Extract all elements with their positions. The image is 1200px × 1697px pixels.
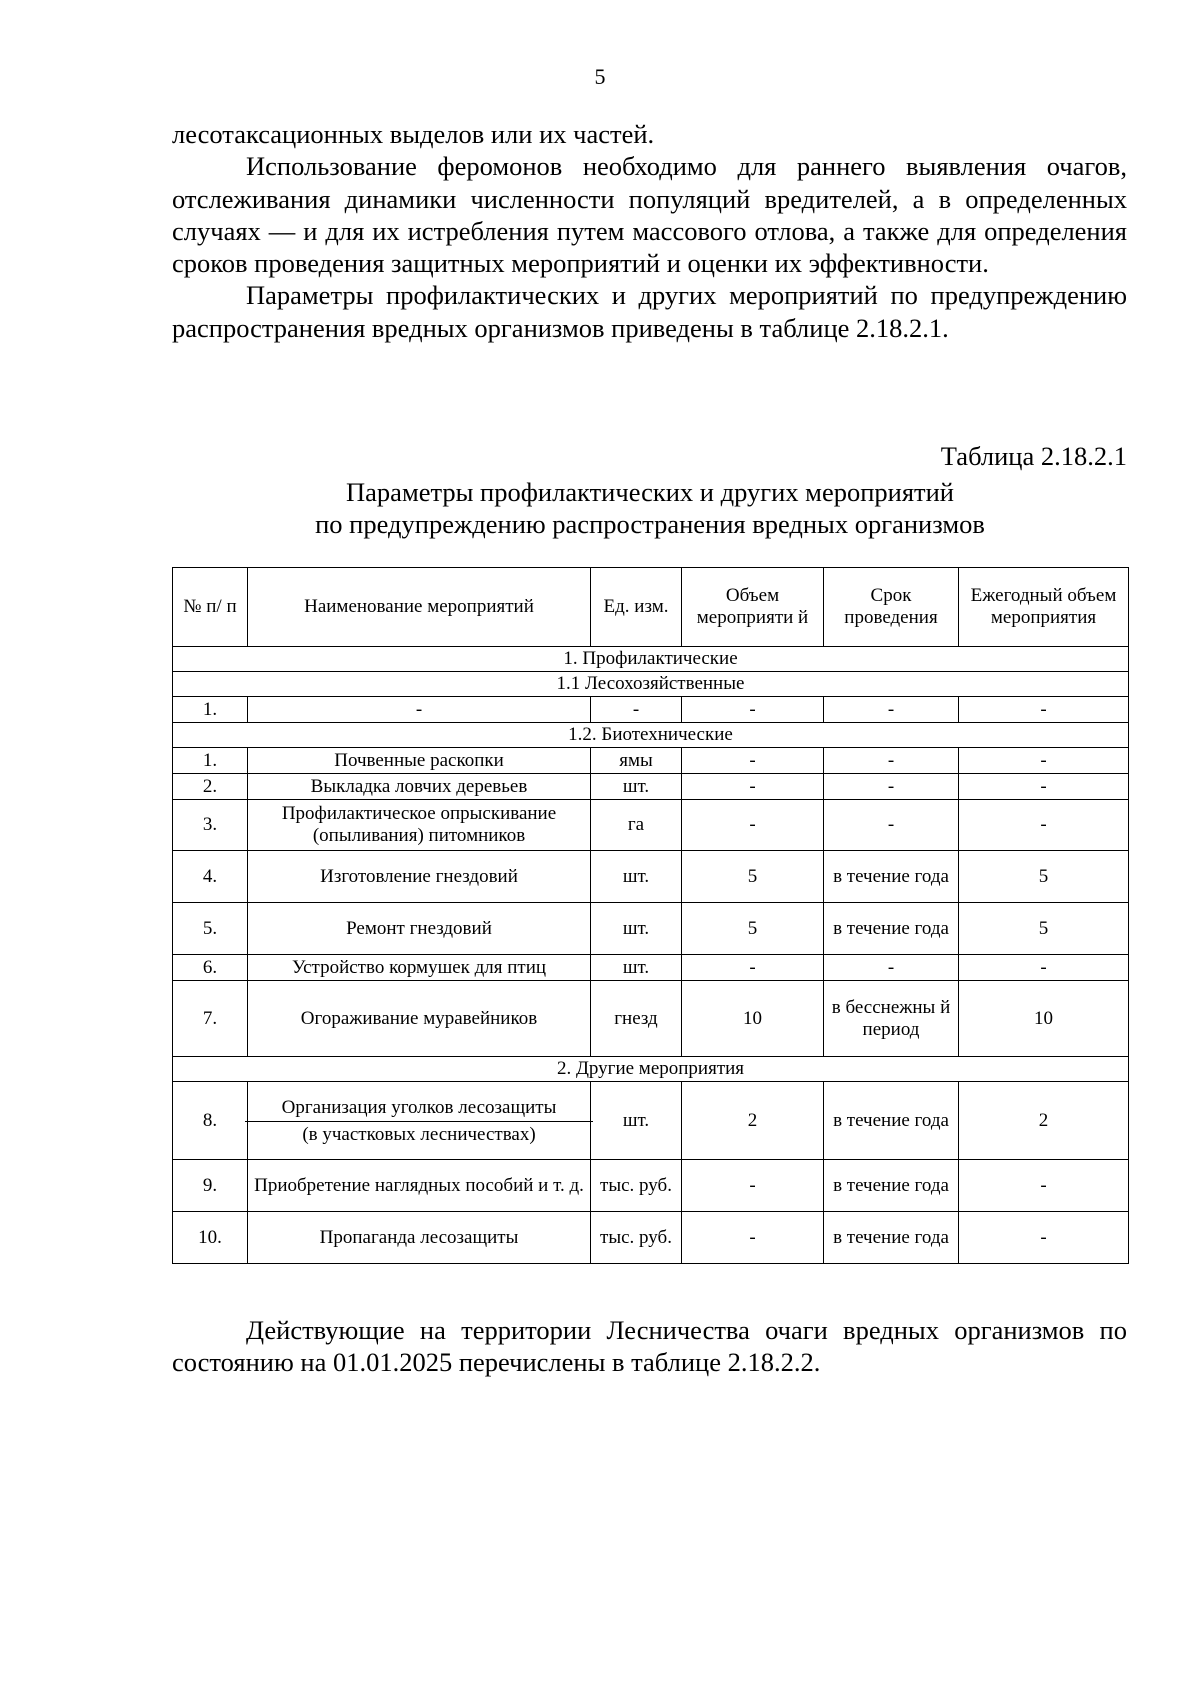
header-volume: Объем мероприяти й	[682, 568, 824, 647]
cell-term: -	[824, 697, 959, 723]
cell-unit: гнезд	[591, 981, 682, 1057]
table-row	[173, 774, 1129, 800]
cell-unit: тыс. руб.	[591, 1160, 682, 1212]
section-row	[173, 1057, 1129, 1082]
table-row	[173, 697, 1129, 723]
table-header-row	[173, 568, 1129, 647]
cell-name	[248, 1082, 591, 1160]
table-row	[173, 851, 1129, 903]
table-title-line-2: по предупреждению распространения вредных организмов	[315, 509, 985, 539]
cell-unit: шт.	[591, 903, 682, 955]
cell-annual: -	[959, 1160, 1129, 1212]
cell-volume: 2	[682, 1082, 824, 1160]
cell-name-bottom: (в участковых лесничествах)	[302, 1123, 536, 1145]
intro-paragraph-3: Параметры профилактических и других мероприятий по предупреждению распространения вредных организмов приведены в таблице 2.18.2.1.	[172, 280, 1127, 343]
page-number: 5	[594, 64, 606, 89]
cell-unit: га	[591, 800, 682, 851]
intro-paragraph-2: Использование феромонов необходимо для раннего выявления очагов, отслеживания динамики численности популяций вредителей, а в определенных случаях — и для их истребления путем массового отлова, а также для определения сроков проведения защитных мероприятий и оценки их эффективности.	[172, 151, 1127, 279]
table-row	[173, 1082, 1129, 1160]
cell-num: 6.	[173, 955, 248, 981]
section-row	[173, 647, 1129, 672]
cell-term: в бесснежны й период	[824, 981, 959, 1057]
section-title: 1. Профилактические	[173, 647, 1129, 672]
cell-annual: 10	[959, 981, 1129, 1057]
cell-volume: -	[682, 1160, 824, 1212]
cell-name: -	[248, 697, 591, 723]
cell-annual: -	[959, 748, 1129, 774]
measures-table-wrapper	[172, 567, 1128, 1264]
table-row	[173, 981, 1129, 1057]
cell-term: в течение года	[824, 903, 959, 955]
cell-name: Изготовление гнездовий	[248, 851, 591, 903]
cell-unit: шт.	[591, 851, 682, 903]
intro-paragraph-1: лесотаксационных выделов или их частей.	[172, 119, 655, 149]
section-row	[173, 672, 1129, 697]
cell-num: 8.	[173, 1082, 248, 1160]
cell-term: -	[824, 748, 959, 774]
cell-unit: шт.	[591, 955, 682, 981]
cell-num: 4.	[173, 851, 248, 903]
cell-num: 9.	[173, 1160, 248, 1212]
cell-volume: 5	[682, 851, 824, 903]
table-title-line-1: Параметры профилактических и других мероприятий	[346, 477, 954, 507]
cell-annual: 5	[959, 851, 1129, 903]
cell-annual: -	[959, 1212, 1129, 1264]
header-annual: Ежегодный объем мероприятия	[959, 568, 1129, 647]
cell-name-top: Организация уголков лесозащиты	[245, 1096, 593, 1122]
cell-volume: -	[682, 800, 824, 851]
cell-term: в течение года	[824, 1212, 959, 1264]
cell-annual: -	[959, 774, 1129, 800]
table-label: Таблица 2.18.2.1	[940, 441, 1127, 471]
table-row	[173, 1160, 1129, 1212]
section-title: 1.2. Биотехнические	[173, 723, 1129, 748]
cell-name: Выкладка ловчих деревьев	[248, 774, 591, 800]
closing-paragraph: Действующие на территории Лесничества очаги вредных организмов по состоянию на 01.01.2025 перечислены в таблице 2.18.2.2.	[172, 1315, 1127, 1378]
table-title	[0, 476, 1200, 540]
cell-num: 1.	[173, 748, 248, 774]
header-unit: Ед. изм.	[591, 568, 682, 647]
table-row	[173, 748, 1129, 774]
section-title: 2. Другие мероприятия	[173, 1057, 1129, 1082]
cell-name: Пропаганда лесозащиты	[248, 1212, 591, 1264]
cell-volume: -	[682, 697, 824, 723]
section-row	[173, 723, 1129, 748]
cell-name: Ремонт гнездовий	[248, 903, 591, 955]
table-row	[173, 800, 1129, 851]
cell-unit: шт.	[591, 1082, 682, 1160]
cell-annual: -	[959, 800, 1129, 851]
cell-name: Профилактическое опрыскивание (опыливания) питомников	[248, 800, 591, 851]
measures-table	[172, 567, 1129, 1264]
cell-num: 1.	[173, 697, 248, 723]
cell-annual: -	[959, 697, 1129, 723]
cell-num: 5.	[173, 903, 248, 955]
cell-annual: 2	[959, 1082, 1129, 1160]
cell-name: Огораживание муравейников	[248, 981, 591, 1057]
cell-num: 2.	[173, 774, 248, 800]
cell-annual: -	[959, 955, 1129, 981]
cell-term: в течение года	[824, 851, 959, 903]
cell-unit: -	[591, 697, 682, 723]
cell-num: 7.	[173, 981, 248, 1057]
cell-volume: -	[682, 774, 824, 800]
header-term: Срок проведения	[824, 568, 959, 647]
cell-name: Устройство кормушек для птиц	[248, 955, 591, 981]
cell-unit: тыс. руб.	[591, 1212, 682, 1264]
cell-name: Приобретение наглядных пособий и т. д.	[248, 1160, 591, 1212]
cell-unit: ямы	[591, 748, 682, 774]
intro-text	[172, 118, 1127, 344]
cell-volume: -	[682, 1212, 824, 1264]
cell-term: в течение года	[824, 1160, 959, 1212]
cell-term: -	[824, 800, 959, 851]
header-num: № п/ п	[173, 568, 248, 647]
cell-volume: -	[682, 748, 824, 774]
table-row	[173, 1212, 1129, 1264]
cell-volume: -	[682, 955, 824, 981]
cell-term: в течение года	[824, 1082, 959, 1160]
cell-num: 10.	[173, 1212, 248, 1264]
table-row	[173, 903, 1129, 955]
cell-term: -	[824, 955, 959, 981]
table-row	[173, 955, 1129, 981]
cell-name: Почвенные раскопки	[248, 748, 591, 774]
cell-volume: 10	[682, 981, 824, 1057]
section-title: 1.1 Лесохозяйственные	[173, 672, 1129, 697]
cell-volume: 5	[682, 903, 824, 955]
cell-unit: шт.	[591, 774, 682, 800]
cell-num: 3.	[173, 800, 248, 851]
cell-term: -	[824, 774, 959, 800]
header-name: Наименование мероприятий	[248, 568, 591, 647]
cell-annual: 5	[959, 903, 1129, 955]
